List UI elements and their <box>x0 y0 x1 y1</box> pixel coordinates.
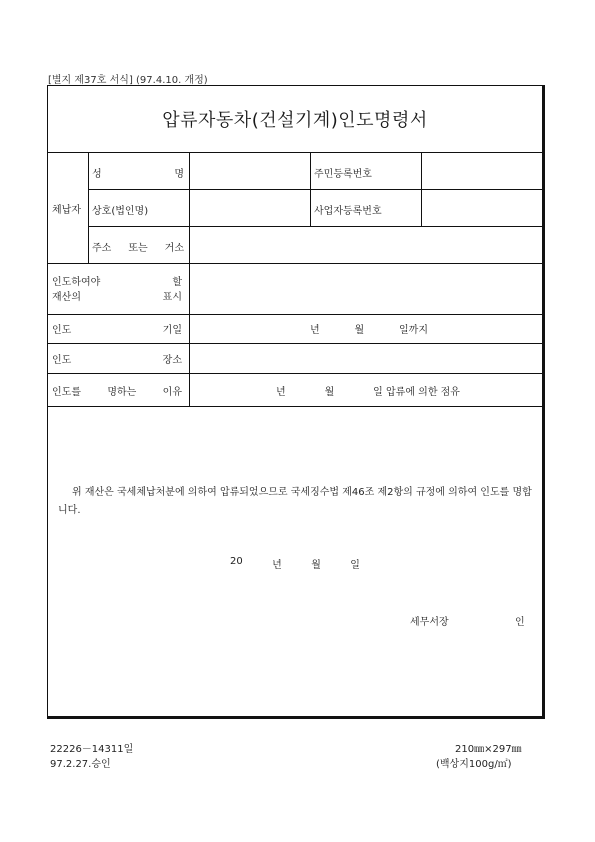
brn-label: 사업자등록번호 <box>314 206 382 217</box>
paper-type: (백상지100g/㎡) <box>436 759 512 770</box>
property-field[interactable] <box>190 264 543 313</box>
paper-size: 210㎜×297㎜ <box>455 744 522 755</box>
debtor-group-label: 체납자 <box>52 205 81 216</box>
form-frame <box>47 85 545 719</box>
address-label: 주소 또는 거소 <box>92 243 184 254</box>
name-label: 성 명 <box>92 169 184 180</box>
form-code: [별지 제37호 서식] (97.4.10. 개정) <box>48 75 208 86</box>
order-statement: 위 재산은 국세체납처분에 의하여 압류되었으므로 국세징수법 제46조 제2항의 규정에 의하여 인도를 명합니다. <box>58 487 532 516</box>
name-field[interactable] <box>190 153 309 188</box>
approval-date: 97.2.27.승인 <box>50 759 111 770</box>
deadline-field[interactable]: 년 월 일까지 <box>310 325 428 336</box>
rrn-label: 주민등록번호 <box>314 169 372 180</box>
place-field[interactable] <box>190 344 543 372</box>
place-label: 인도 장소 <box>52 355 182 366</box>
page-title: 압류자동차(건설기계)인도명령서 <box>48 86 542 153</box>
seal-mark: 인 <box>515 617 525 628</box>
reason-label: 인도를 명하는 이유 <box>52 387 182 398</box>
company-field[interactable] <box>190 190 309 225</box>
property-label-line1: 인도하여야 할 <box>52 277 182 288</box>
property-label-line2: 재산의 표시 <box>52 292 182 303</box>
rrn-field[interactable] <box>422 153 543 188</box>
form-number: 22226－14311일 <box>50 744 134 755</box>
company-label: 상호(법인명) <box>92 206 149 217</box>
signer-title: 세무서장 <box>410 617 449 628</box>
date-line: 20 년 월 일 <box>230 556 360 571</box>
reason-field[interactable]: 년 월 일 압류에 의한 점유 <box>276 387 460 398</box>
brn-field[interactable] <box>422 190 543 225</box>
deadline-label: 인도 기일 <box>52 325 182 336</box>
address-field[interactable] <box>190 227 543 262</box>
